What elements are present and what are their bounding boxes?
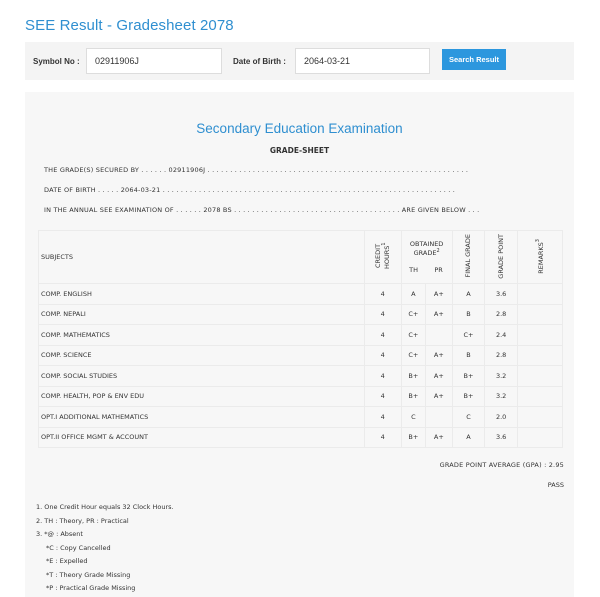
credit-cell: 4	[364, 284, 401, 305]
subject-cell: OPT.I ADDITIONAL MATHEMATICS	[39, 407, 365, 428]
pr-grade-cell: A+	[426, 366, 453, 387]
th-grade-cell: C+	[401, 345, 426, 366]
subject-cell: OPT.II OFFICE MGMT & ACCOUNT	[39, 427, 365, 448]
search-result-button[interactable]: Search Result	[442, 49, 506, 70]
table-row	[39, 366, 563, 387]
subjects-header: SUBJECTS	[39, 231, 365, 284]
remarks-cell	[517, 325, 562, 346]
grade-point-header: GRADE POINT	[485, 231, 518, 284]
th-grade-cell: B+	[401, 366, 426, 387]
th-grade-cell: C	[401, 407, 426, 428]
final-grade-header: FINAL GRADE	[452, 231, 485, 284]
pr-grade-cell: A+	[426, 386, 453, 407]
dob-input[interactable]	[295, 48, 430, 74]
obtained-grade-header: OBTAINED GRADE$^2$	[401, 231, 452, 258]
remarks-cell	[517, 386, 562, 407]
credit-cell: 4	[364, 325, 401, 346]
grade-secured-line: THE GRADE(S) SECURED BY . . . . . . 02911906J . . . . . . . . . . . . . . . . . . . . . . . . . . . . . . . . . . . . . . . . . . . . . . . . . . . . . . . . . .	[44, 166, 469, 174]
note-sub-item: *P : Practical Grade Missing	[46, 584, 136, 592]
dob-line: DATE OF BIRTH . . . . . 2064-03-21 . . . . . . . . . . . . . . . . . . . . . . . . . . . . . . . . . . . . . . . . . . . . . . . . . . . . . . . . . . . . . . . . .	[44, 186, 456, 194]
gpa-line: GRADE POINT AVERAGE (GPA) : 2.95	[439, 461, 564, 469]
credit-cell: 4	[364, 427, 401, 448]
final-grade-cell: B	[452, 304, 485, 325]
pr-grade-cell: A+	[426, 304, 453, 325]
final-grade-cell: C	[452, 407, 485, 428]
subject-cell: COMP. MATHEMATICS	[39, 325, 365, 346]
pr-grade-cell	[426, 325, 453, 346]
grade-point-cell: 3.2	[485, 386, 518, 407]
table-row	[39, 427, 563, 448]
pr-grade-cell	[426, 407, 453, 428]
grade-point-cell: 3.6	[485, 284, 518, 305]
th-grade-cell: A	[401, 284, 426, 305]
subject-cell: COMP. NEPALI	[39, 304, 365, 325]
remarks-cell	[517, 366, 562, 387]
subject-cell: COMP. ENGLISH	[39, 284, 365, 305]
table-row	[39, 386, 563, 407]
note-item: 1. One Credit Hour equals 32 Clock Hours.	[36, 503, 174, 511]
credit-cell: 4	[364, 386, 401, 407]
dob-label: Date of Birth :	[233, 57, 286, 66]
note-sub-item: *E : Expelled	[46, 557, 88, 565]
table-row	[39, 345, 563, 366]
grade-point-cell: 3.2	[485, 366, 518, 387]
table-row	[39, 304, 563, 325]
th-grade-cell: C+	[401, 304, 426, 325]
table-row	[39, 325, 563, 346]
final-grade-cell: B+	[452, 366, 485, 387]
note-sub-item: *T : Theory Grade Missing	[46, 570, 131, 579]
remarks-cell	[517, 345, 562, 366]
note-item: 2. TH : Theory, PR : Practical	[36, 516, 129, 525]
note-item: 3. *@ : Absent	[36, 530, 83, 538]
page-title: SEE Result - Gradesheet 2078	[25, 17, 234, 34]
credit-cell: 4	[364, 345, 401, 366]
th-header: TH	[401, 257, 426, 284]
grade-point-cell: 2.8	[485, 345, 518, 366]
grade-point-cell: 2.0	[485, 407, 518, 428]
note-sub-item: *C : Copy Cancelled	[46, 543, 111, 552]
remarks-cell	[517, 304, 562, 325]
remarks-cell	[517, 284, 562, 305]
subject-cell: COMP. SCIENCE	[39, 345, 365, 366]
pr-grade-cell: A+	[426, 284, 453, 305]
credit-cell: 4	[364, 304, 401, 325]
credit-hours-header: CREDIT HOURS$^1$	[364, 231, 401, 284]
remarks-header: REMARKS$^3$	[517, 231, 562, 284]
exam-title: Secondary Education Examination	[196, 121, 403, 136]
grade-point-cell: 2.4	[485, 325, 518, 346]
remarks-cell	[517, 407, 562, 428]
final-grade-cell: B+	[452, 386, 485, 407]
remarks-cell	[517, 427, 562, 448]
subject-cell: COMP. SOCIAL STUDIES	[39, 366, 365, 387]
grades-table	[38, 230, 563, 448]
search-bar	[25, 42, 574, 80]
grade-sheet-title: GRADE-SHEET	[269, 146, 330, 155]
grade-sheet	[25, 92, 574, 597]
result-status: PASS	[547, 481, 564, 489]
pr-grade-cell: A+	[426, 427, 453, 448]
th-grade-cell: B+	[401, 427, 426, 448]
grade-point-cell: 2.8	[485, 304, 518, 325]
pr-grade-cell: A+	[426, 345, 453, 366]
th-grade-cell: C+	[401, 325, 426, 346]
credit-cell: 4	[364, 407, 401, 428]
pr-header: PR	[426, 257, 453, 284]
symbol-input[interactable]	[86, 48, 222, 74]
final-grade-cell: B	[452, 345, 485, 366]
final-grade-cell: A	[452, 427, 485, 448]
exam-line: IN THE ANNUAL SEE EXAMINATION OF . . . . . . 2078 BS . . . . . . . . . . . . . . . . . . . . . . . . . . . . . . . . . . . . . ARE GIVEN BELOW . . .	[44, 206, 480, 214]
footnotes	[36, 501, 174, 596]
th-grade-cell: B+	[401, 386, 426, 407]
subject-cell: COMP. HEALTH, POP & ENV EDU	[39, 386, 365, 407]
table-row	[39, 284, 563, 305]
symbol-label: Symbol No :	[33, 57, 80, 66]
table-row	[39, 407, 563, 428]
credit-cell: 4	[364, 366, 401, 387]
final-grade-cell: A	[452, 284, 485, 305]
final-grade-cell: C+	[452, 325, 485, 346]
grade-point-cell: 3.6	[485, 427, 518, 448]
